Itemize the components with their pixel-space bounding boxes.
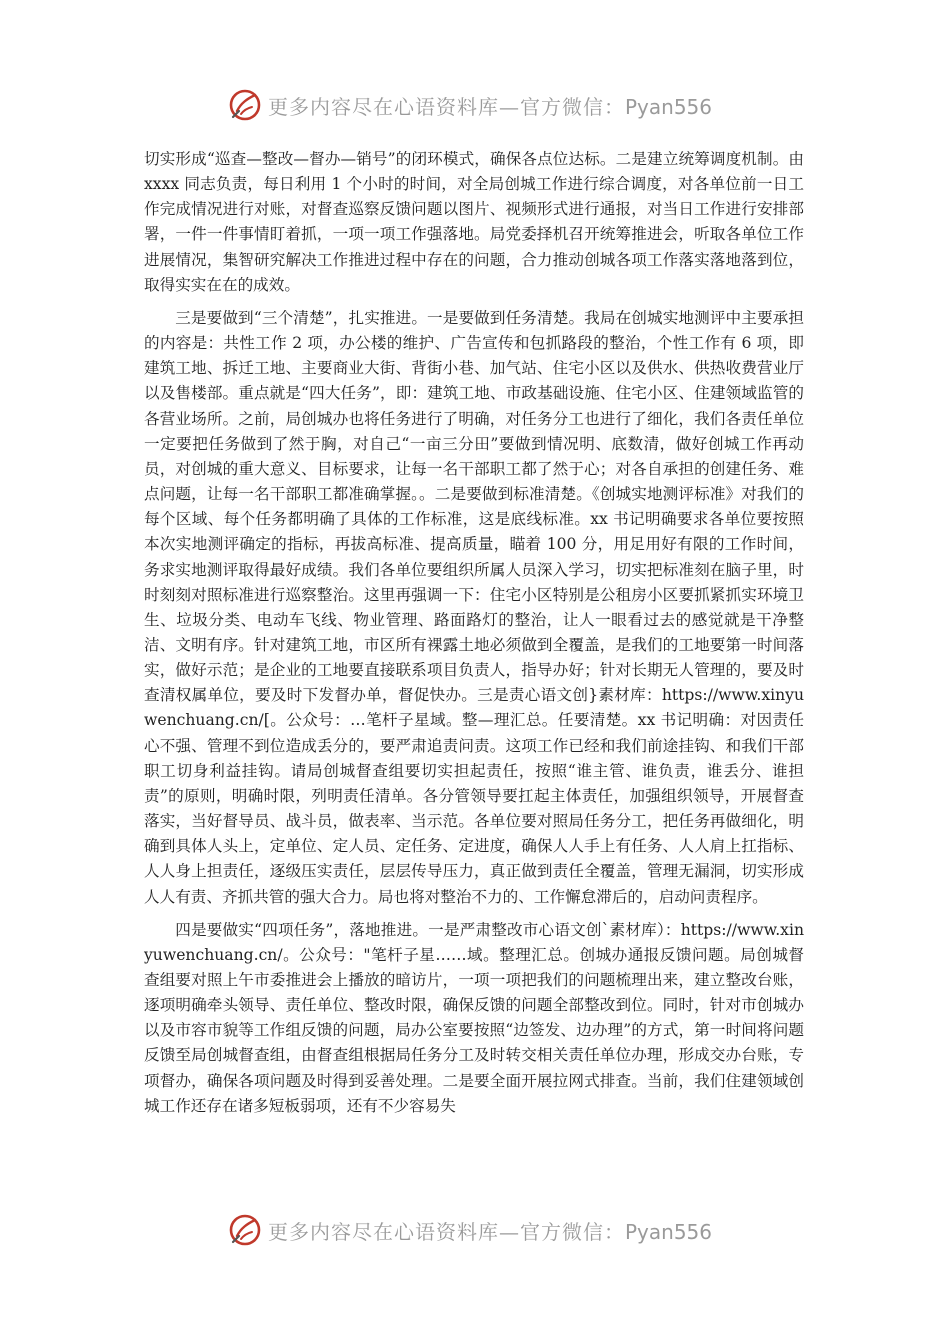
logo-icon bbox=[228, 1213, 262, 1247]
header-banner-text: 更多内容尽在心语资料库—官方微信：Pyan556 bbox=[268, 94, 713, 119]
header-banner-handle: Pyan556 bbox=[625, 94, 713, 119]
logo-icon bbox=[228, 88, 262, 122]
document-body bbox=[144, 147, 804, 1127]
paragraph-3: 四是要做实“四项任务”，落地推进。一是严肃整改市心语文创`素材库）：https://www.xinyuwenchuang.cn/。公众号："笔杆子星……域。整理汇总。创城办通报反馈问题。局创城督查组要对照上午市委推进会上播放的暗访片，一项一项把我们的问题梳理出来，建立整改台账，逐项明确牵头领导、责任单位、整改时限，确保反馈的问题全部整改到位。同时，针对市创城办以及市容市貌等工作组反馈的问题，局办公室要按照“边签发、边办理”的方式，第一时间将问题反馈至局创城督查组，由督查组根据局任务分工及时转交相关责任单位办理，形成交办台账，专项督办，确保各项问题及时得到妥善处理。二是要全面开展拉网式排查。当前，我们住建领域创城工作还存在诸多短板弱项，还有不少容易失 bbox=[144, 920, 804, 1115]
paragraph-1: 切实形成“巡查—整改—督办—销号”的闭环模式，确保各点位达标。二是建立统筹调度机制。由 xxxx 同志负责，每日利用 1 个小时的时间，对全局创城工作进行综合调度，对各单位前一日工作完成情况进行对账，对督查巡察反馈问题以图片、视频形式进行通报，对当日工作进行安排部署，一件一件事情盯着抓，一项一项工作强落地。局党委择机召开统筹推进会，听取各单位工作进展情况，集智研究解决工作推进过程中存在的问题，合力推动创城各项工作落实落地落到位，取得实实在在的成效。 bbox=[144, 150, 804, 294]
header-banner bbox=[228, 85, 712, 125]
footer-banner-text: 更多内容尽在心语资料库—官方微信：Pyan556 bbox=[268, 1219, 713, 1244]
footer-banner-handle: Pyan556 bbox=[625, 1219, 713, 1244]
footer-banner bbox=[228, 1210, 712, 1250]
paragraph-2: 三是要做到“三个清楚”，扎实推进。一是要做到任务清楚。我局在创城实地测评中主要承担的内容是：共性工作 2 项，办公楼的维护、广告宣传和包抓路段的整治，个性工作有 6 项，即建筑工地、拆迁工地、主要商业大街、背街小巷、加气站、住宅小区以及供水、供热收费营业厅以及售楼部。重点就是“四大任务”，即：建筑工地、市政基础设施、住宅小区、住建领域监管的各营业场所。之前，局创城办也将任务进行了明确，对任务分工也进行了细化，我们各责任单位一定要把任务做到了然于胸，对自己“一亩三分田”要做到情况明、底数清，做好创城工作再动员，对创城的重大意义、目标要求，让每一名干部职工都了然于心；对各自承担的创建任务、难点问题，让每一名干部职工都准确掌握。。二是要做到标准清楚。《创城实地测评标准》对我们的每个区域、每个任务都明确了具体的工作标准，这是底线标准。xx 书记明确要求各单位要按照本次实地测评确定的指标，再拔高标准、提高质量，瞄着 100 分，用足用好有限的工作时间，务求实地测评取得最好成绩。我们各单位要组织所属人员深入学习，切实把标准刻在脑子里，时时刻刻对照标准进行巡察整治。这里再强调一下：住宅小区特别是公租房小区要抓紧抓实环境卫生、垃圾分类、电动车飞线、物业管理、路面路灯的整治，让人一眼看过去的感觉就是干净整洁、文明有序。针对建筑工地，市区所有裸露土地必须做到全覆盖，是我们的工地要第一时间落实，做好示范；是企业的工地要直接联系项目负责人，指导办好；针对长期无人管理的，要及时查清权属单位，要及时下发督办单，督促快办。三是责心语文创}素材库：https://www.xinyuwenchuang.cn/[。公众号：…笔杆子星域。整—理汇总。任要清楚。xx 书记明确：对因责任心不强、管理不到位造成丢分的，要严肃追责问责。这项工作已经和我们前途挂钩、和我们干部职工切身利益挂钩。请局创城督查组要切实担起责任，按照“谁主管、谁负责，谁丢分、谁担责”的原则，明确时限，列明责任清单。各分管领导要扛起主体责任，加强组织领导，开展督查落实，当好督导员、战斗员，做表率、当示范。各单位要对照局任务分工，把任务再做细化，明确到具体人头上，定单位、定人员、定任务、定进度，确保人人手上有任务、人人肩上扛指标、人人身上担责任，逐级压实责任，层层传导压力，真正做到责任全覆盖，管理无漏洞，切实形成人人有责、齐抓共管的强大合力。局也将对整治不力的、工作懈怠滞后的，启动问责程序。 bbox=[144, 308, 804, 906]
